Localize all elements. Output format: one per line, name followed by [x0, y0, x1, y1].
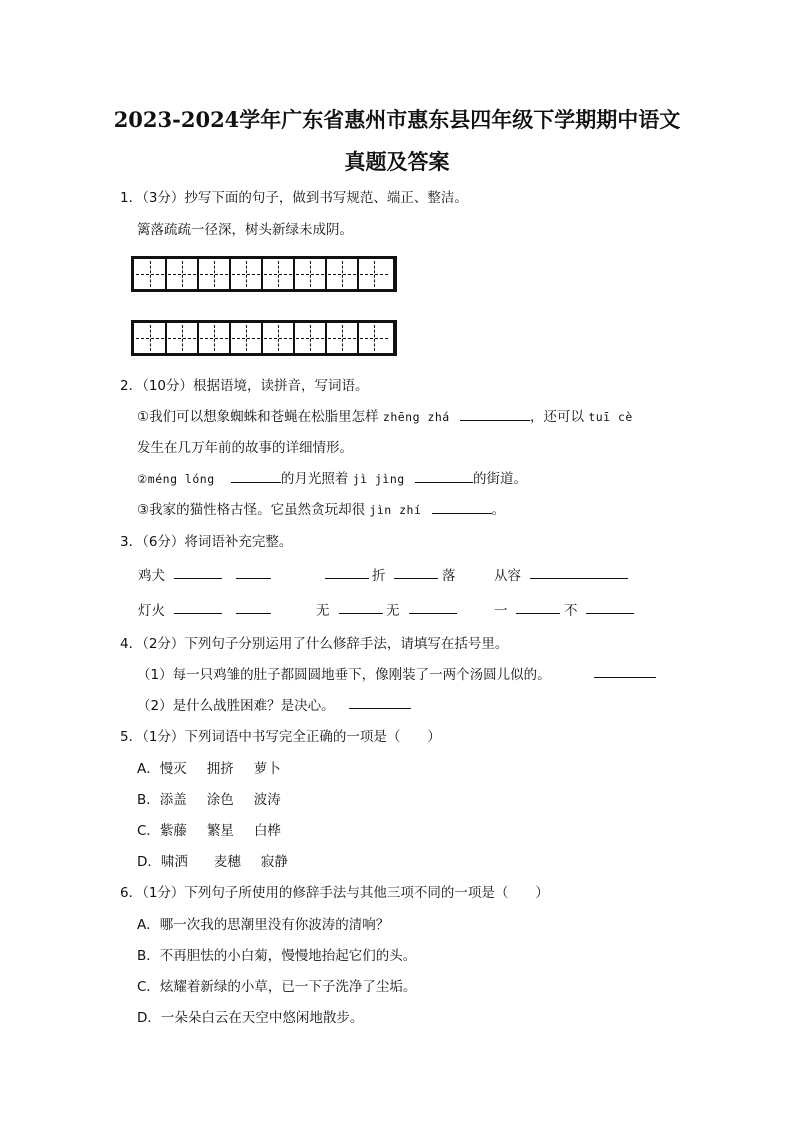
q3-blank-10[interactable]: [516, 599, 560, 614]
question-2-line-3: [137, 498, 505, 518]
option-label: B．: [137, 792, 160, 808]
option-word: 寂静: [260, 854, 288, 870]
option-word: 繁星: [206, 823, 234, 839]
q3-blank-3[interactable]: [325, 564, 369, 579]
option-word: 波涛: [253, 792, 281, 808]
question-2-line-1-cont: 发生在几万年前的故事的详细情形。: [137, 440, 353, 456]
q3-blank-11[interactable]: [586, 599, 634, 614]
option-word: 慢灭: [159, 761, 187, 777]
option-label: D．: [137, 854, 161, 870]
option-word: 白桦: [253, 823, 281, 839]
page-title: 2023-2024学年广东省惠州市惠东县四年级下学期期中语文: [113, 107, 681, 132]
q6-option-d[interactable]: D．一朵朵白云在天空中悠闲地散步。: [137, 1010, 364, 1026]
q3-blank-9[interactable]: [409, 599, 457, 614]
option-word: 麦穗: [213, 854, 241, 870]
q2-s2-pinyin-2: jì jìng: [352, 472, 405, 486]
option-word: 拥挤: [206, 761, 234, 777]
question-2-line-1: [137, 405, 633, 425]
writing-grid-1: [131, 256, 397, 292]
question-1-heading: 1．（3分）抄写下面的句子，做到书写规范、端正、整洁。: [120, 190, 468, 206]
question-2-heading: 2．（10分）根据语境，读拼音，写词语。: [120, 378, 369, 394]
option-word: 萝卜: [253, 761, 281, 777]
q5-option-b[interactable]: [137, 788, 281, 808]
q2-blank-3[interactable]: [415, 468, 473, 483]
q3-blank-6[interactable]: [174, 599, 222, 614]
q3-r2-word-d: 一: [494, 603, 508, 619]
q4-sentence-1: （1）每一只鸡雏的肚子都圆圆地垂下，像刚装了一两个汤圆儿似的。: [137, 667, 551, 683]
option-label: A．: [137, 761, 160, 777]
q3-blank-5[interactable]: [530, 564, 628, 579]
q2-blank-2[interactable]: [231, 468, 281, 483]
option-label: C．: [137, 823, 160, 839]
q2-s3-text-b: 。: [491, 502, 506, 518]
question-2-line-2: [137, 467, 527, 487]
q2-s1-pinyin: zhēng zhá: [382, 410, 450, 424]
q3-r1-word-d: 从容: [494, 568, 521, 584]
question-5-heading: 5．（1分）下列词语中书写完全正确的一项是（ ）: [120, 729, 441, 745]
writing-grid-2: [131, 320, 397, 356]
q2-blank-1[interactable]: [460, 406, 530, 421]
q3-r2-word-b: 无: [316, 603, 330, 619]
q2-s2-text-a: 的月光照着: [280, 471, 349, 487]
q3-blank-1[interactable]: [174, 564, 222, 579]
q3-blank-8[interactable]: [339, 599, 383, 614]
page-title-line2: 真题及答案: [344, 149, 450, 174]
option-word: 啸洒: [160, 854, 188, 870]
q6-option-a[interactable]: A．哪一次我的思潮里没有你波涛的清响？: [137, 917, 390, 933]
option-word: 涂色: [206, 792, 234, 808]
option-word: 添盖: [159, 792, 187, 808]
q6-option-b[interactable]: B．不再胆怯的小白菊，慢慢地抬起它们的头。: [137, 948, 417, 964]
question-4-heading: 4．（2分）下列句子分别运用了什么修辞手法，请填写在括号里。: [120, 636, 509, 652]
q5-option-c[interactable]: [137, 819, 281, 839]
q3-r2-word-e: 不: [564, 603, 578, 619]
q4-blank-1[interactable]: [594, 663, 656, 678]
q2-s3-text-a: ③我家的猫性格古怪。它虽然贪玩却很: [137, 502, 366, 518]
q2-s2-text-b: 的街道。: [472, 471, 527, 487]
q2-s3-pinyin: jìn zhí: [369, 503, 422, 517]
q3-blank-2[interactable]: [236, 564, 271, 579]
q3-r2-word-c: 无: [386, 603, 400, 619]
q4-sentence-2: （2）是什么战胜困难？是决心。: [137, 698, 335, 714]
q6-option-c[interactable]: C．炫耀着新绿的小草，已一下子洗净了尘垢。: [137, 979, 417, 995]
q3-blank-7[interactable]: [236, 599, 271, 614]
q3-r1-word-a: 鸡犬: [138, 568, 165, 584]
q5-option-a[interactable]: [137, 757, 281, 777]
q2-s1-text-b: ，还可以: [530, 409, 585, 425]
q2-s2-pinyin: ②méng lóng: [137, 472, 215, 486]
question-1-sentence: 篱落疏疏一径深，树头新绿未成阴。: [137, 222, 353, 238]
question-3-heading: 3．（6分）将词语补充完整。: [120, 534, 293, 550]
q2-blank-4[interactable]: [432, 499, 492, 514]
q5-option-d[interactable]: [137, 850, 288, 870]
q3-r2-word-a: 灯火: [138, 603, 165, 619]
q2-s1-text-a: ①我们可以想象蜘蛛和苍蝇在松脂里怎样: [137, 409, 379, 425]
q3-r1-word-c: 落: [442, 568, 456, 584]
q2-s1-pinyin-2: tuī cè: [588, 410, 633, 424]
q3-r1-word-b: 折: [372, 568, 386, 584]
q3-blank-4[interactable]: [394, 564, 438, 579]
question-6-heading: 6．（1分）下列句子所使用的修辞手法与其他三项不同的一项是（ ）: [120, 885, 549, 901]
q4-blank-2[interactable]: [349, 694, 411, 709]
option-word: 紫藤: [159, 823, 187, 839]
